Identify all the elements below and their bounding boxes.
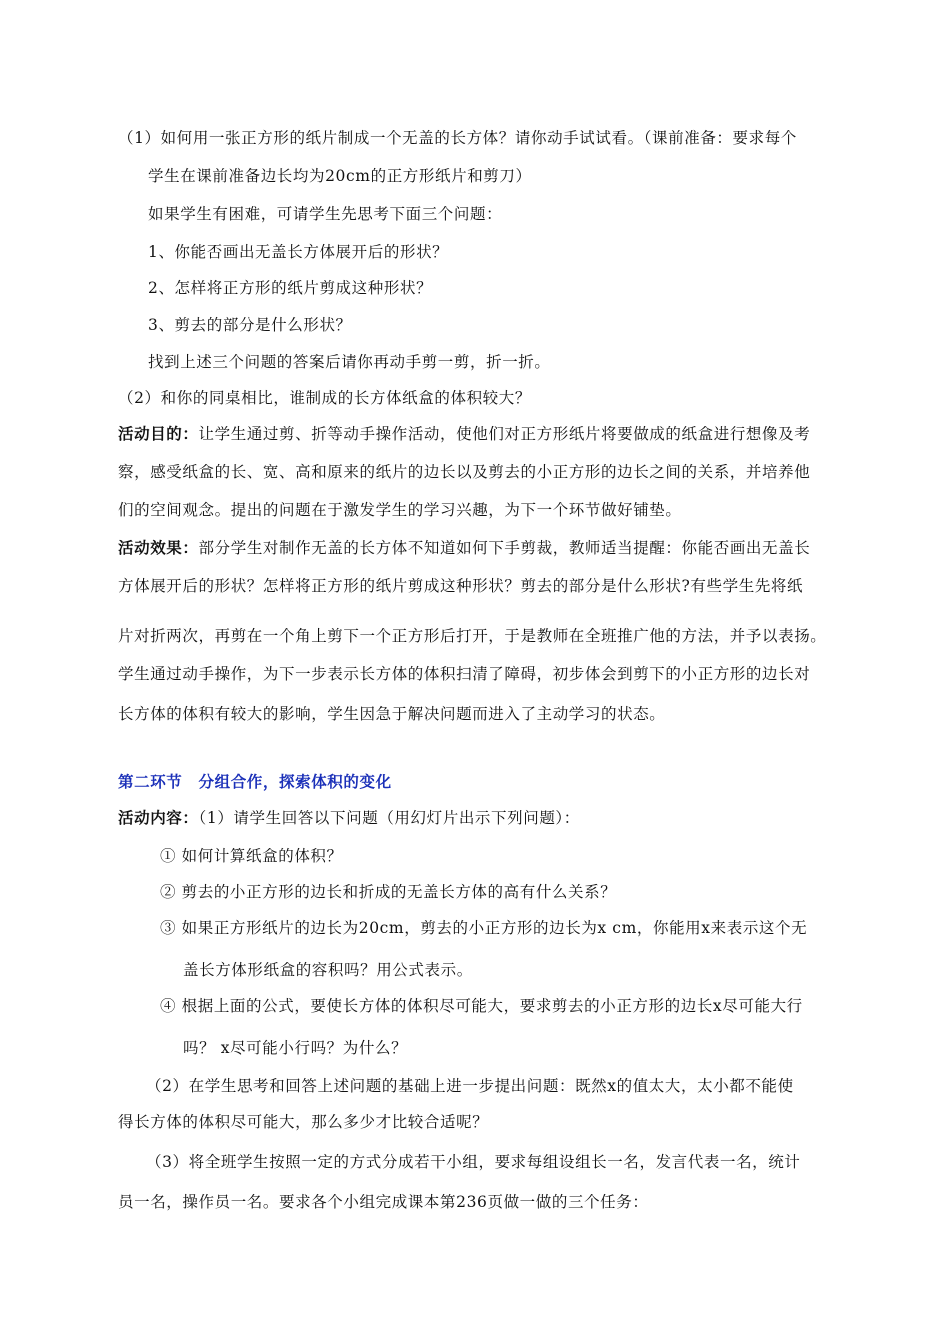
effect-line-1	[118, 538, 810, 558]
effect-text-1: 部分学生对制作无盖的长方体不知道如何下手剪裁，教师适当提醒：你能否画出无盖长	[198, 539, 811, 557]
question-1-line-2: 学生在课前准备边长均为20cm的正方形纸片和剪刀）	[148, 167, 532, 185]
effect-label: 活动效果：	[118, 538, 199, 557]
content-intro: （1）请学生回答以下问题（用幻灯片出示下列问题）：	[198, 809, 580, 827]
purpose-label: 活动目的：	[118, 424, 199, 443]
purpose-line-3: 们的空间观念。提出的问题在于激发学生的学习兴趣，为下一个环节做好铺垫。	[118, 501, 682, 519]
effect-line-2: 方体展开后的形状？怎样将正方形的纸片剪成这种形状？剪去的部分是什么形状?有些学生先将纸	[118, 577, 804, 595]
section-heading: 第二环节 分组合作，探索体积的变化	[118, 772, 392, 791]
purpose-text-1: 让学生通过剪、折等动手操作活动，使他们对正方形纸片将要做成的纸盒进行想像及考	[198, 425, 811, 443]
hint-item-3: 3、剪去的部分是什么形状？	[148, 316, 352, 334]
content-label: 活动内容：	[118, 808, 199, 827]
hint-after: 找到上述三个问题的答案后请你再动手剪一剪，折一折。	[148, 353, 551, 371]
effect-line-4: 学生通过动手操作，为下一步表示长方体的体积扫清了障碍，初步体会到剪下的小正方形的边长对	[118, 665, 811, 683]
paragraph-3-line-1: （3）将全班学生按照一定的方式分成若干小组，要求每组设组长一名，发言代表一名，统计	[146, 1153, 801, 1171]
purpose-line-2: 察，感受纸盒的长、宽、高和原来的纸片的边长以及剪去的小正方形的边长之间的关系，并培养他	[118, 463, 811, 481]
question-1-line-1: （1）如何用一张正方形的纸片制成一个无盖的长方体？请你动手试试看。（课前准备：要求每个	[118, 129, 797, 147]
paragraph-3-line-2: 员一名，操作员一名。要求各个小组完成课本第236页做一做的三个任务：	[118, 1193, 649, 1211]
content-item-3-line-1: ③ 如果正方形纸片的边长为20cm，剪去的小正方形的边长为x cm，你能用x来表示这个无	[160, 919, 808, 937]
hint-item-1: 1、你能否画出无盖长方体展开后的形状？	[148, 243, 449, 261]
question-2: （2）和你的同桌相比，谁制成的长方体纸盒的体积较大？	[118, 389, 531, 407]
effect-line-5: 长方体的体积有较大的影响，学生因急于解决问题而进入了主动学习的状态。	[118, 705, 666, 723]
paragraph-2-line-2: 得长方体的体积尽可能大，那么多少才比较合适呢？	[118, 1113, 489, 1131]
content-item-2: ② 剪去的小正方形的边长和折成的无盖长方体的高有什么关系？	[160, 883, 617, 901]
content-item-4-line-2: 吗？ x尽可能小行吗？为什么？	[183, 1039, 408, 1057]
content-line	[118, 808, 580, 828]
purpose-line-1	[118, 424, 810, 444]
paragraph-2-line-1: （2）在学生思考和回答上述问题的基础上进一步提出问题：既然x的值太大，太小都不能使	[146, 1077, 794, 1095]
hint-intro: 如果学生有困难，可请学生先思考下面三个问题：	[148, 205, 503, 223]
content-item-1: ① 如何计算纸盒的体积？	[160, 847, 343, 865]
hint-item-2: 2、怎样将正方形的纸片剪成这种形状？	[148, 279, 433, 297]
effect-line-3: 片对折两次，再剪在一个角上剪下一个正方形后打开，于是教师在全班推广他的方法，并予以表扬。	[118, 627, 827, 645]
content-item-3-line-2: 盖长方体形纸盒的容积吗？用公式表示。	[183, 961, 473, 979]
content-item-4-line-1: ④ 根据上面的公式，要使长方体的体积尽可能大，要求剪去的小正方形的边长x尽可能大行	[160, 997, 803, 1015]
